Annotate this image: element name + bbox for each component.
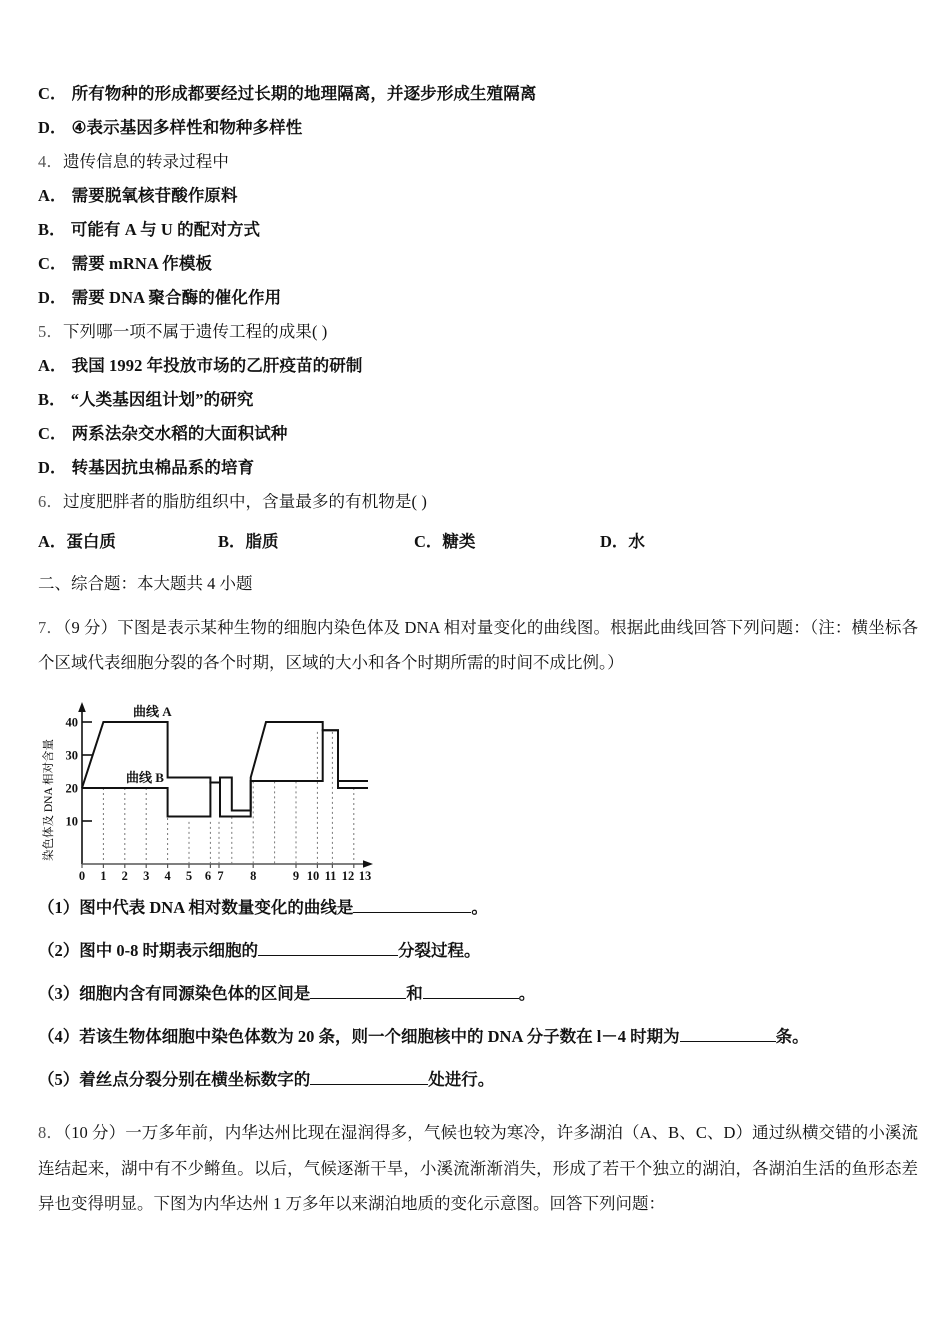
sub-question-number: （2） [38, 941, 80, 961]
svg-text:9: 9 [292, 869, 300, 883]
option-item [600, 528, 720, 552]
curve-a-label: 曲线 A [133, 704, 172, 720]
option-text: “人类基因组计划”的研究 [70, 390, 254, 409]
svg-text:3: 3 [143, 869, 150, 883]
sub-question-2 [38, 937, 918, 961]
y-axis-label: 染色体及 DNA 相对含量 [43, 739, 55, 862]
option-item [38, 460, 918, 477]
option-label: B． [38, 390, 66, 409]
y-axis-arrow [78, 702, 86, 712]
question-text: 遗传信息的转录过程中 [62, 152, 229, 171]
svg-text:11: 11 [324, 869, 337, 883]
question-5-stem [38, 324, 918, 341]
option-label: A． [38, 532, 67, 551]
question-text: 下图是表示某种生物的细胞内染色体及 DNA 相对量变化的曲线图。根据此曲线回答下列问题：（注：横坐标各个区域代表细胞分裂的各个时期，区域的大小和各个时期所需的时间不成比例。） [38, 617, 919, 672]
page-content [38, 86, 918, 1228]
answer-blank[interactable] [353, 896, 471, 914]
svg-text:20: 20 [65, 781, 78, 796]
option-text: 蛋白质 [66, 532, 116, 551]
sub-question-4 [38, 1023, 918, 1047]
option-label: C． [38, 84, 67, 103]
svg-text:12: 12 [341, 869, 355, 883]
sub-question-1 [38, 894, 918, 918]
sub-question-number: （3） [38, 984, 80, 1004]
option-label: D． [38, 118, 67, 137]
sub-question-suffix: 分裂过程。 [398, 941, 481, 961]
option-label: A． [38, 356, 67, 375]
svg-text:40: 40 [65, 715, 78, 730]
option-text: 所有物种的形成都要经过长期的地理隔离，并逐步形成生殖隔离 [71, 84, 537, 103]
chromosome-dna-curve-figure [38, 694, 378, 882]
option-text: 我国 1992 年投放市场的乙肝疫苗的研制 [71, 356, 363, 375]
sub-question-suffix: 。 [518, 984, 536, 1004]
option-label: C． [38, 424, 67, 443]
sub-question-text: 图中 0-8 时期表示细胞的 [79, 941, 258, 961]
option-text: 糖类 [442, 532, 476, 551]
answer-blank[interactable] [310, 1068, 428, 1086]
question-4-stem [38, 154, 918, 171]
question-number: 6． [38, 492, 63, 511]
section-heading: 二、综合题：本大题共 4 小题 [38, 573, 253, 593]
question-number: 7． [38, 617, 64, 637]
svg-text:7: 7 [217, 869, 224, 883]
option-item [38, 426, 918, 443]
option-label: C． [414, 532, 443, 551]
y-axis-tick-labels [66, 716, 79, 829]
option-item [38, 188, 918, 205]
sub-question-number: （1） [38, 898, 80, 918]
option-item [38, 256, 918, 273]
svg-text:2: 2 [121, 869, 128, 883]
option-text: 需要 mRNA 作模板 [71, 254, 213, 273]
option-label: D． [38, 458, 67, 477]
option-text: 转基因抗虫棉品系的培育 [71, 458, 255, 477]
option-text: 需要脱氧核苷酸作原料 [71, 186, 238, 205]
question-text: 过度肥胖者的脂肪组织中，含量最多的有机物是( ) [62, 492, 427, 511]
answer-blank[interactable] [423, 982, 519, 1000]
sub-question-suffix: 条。 [775, 1027, 809, 1047]
sub-question-5 [38, 1066, 918, 1090]
svg-text:30: 30 [65, 748, 78, 763]
answer-blank[interactable] [680, 1025, 776, 1043]
option-label: B． [38, 220, 66, 239]
question-number: 4． [38, 152, 63, 171]
question-score: （10 分） [62, 1123, 126, 1143]
svg-text:10: 10 [306, 869, 320, 883]
sub-question-mid: 和 [406, 984, 423, 1004]
option-label: D． [600, 532, 629, 551]
option-item [38, 528, 218, 552]
question-number: 8． [38, 1123, 63, 1143]
sub-question-suffix: 处进行。 [428, 1070, 495, 1090]
sub-question-number: （5） [38, 1070, 80, 1090]
svg-text:5: 5 [185, 869, 193, 883]
option-item [38, 222, 918, 239]
question-8-stem [38, 1115, 918, 1221]
question-6-stem [38, 494, 918, 511]
sub-question-suffix: 。 [471, 898, 488, 918]
option-text: ④表示基因多样性和物种多样性 [71, 118, 303, 137]
option-text: 可能有 A 与 U 的配对方式 [70, 220, 261, 239]
svg-text:4: 4 [164, 869, 171, 883]
option-item [218, 528, 414, 552]
sub-question-3 [38, 980, 918, 1004]
svg-text:6: 6 [204, 869, 212, 883]
option-item [414, 528, 600, 552]
question-text: 一万多年前，内华达州比现在湿润得多，气候也较为寒冷，许多湖泊（A、B、C、D）通过纵横交错的小溪流连结起来，湖中有不少鳉鱼。以后，气候逐渐干旱，小溪流渐渐消失，形成了若干个独立的湖泊，各湖泊生活的鱼形态差异也变得明显。下图为内华达州 1 万多年以来湖泊地质的变化示意图。回答下列问题： [38, 1123, 919, 1214]
option-item [38, 392, 918, 409]
sub-question-number: （4） [38, 1027, 80, 1047]
option-text: 需要 DNA 聚合酶的催化作用 [71, 288, 282, 307]
sub-question-text: 着丝点分裂分别在横坐标数字的 [79, 1070, 311, 1090]
option-text: 脂质 [245, 532, 279, 551]
svg-text:8: 8 [250, 869, 257, 883]
question-6-options [38, 528, 918, 552]
option-item [38, 86, 918, 103]
svg-text:10: 10 [65, 814, 78, 829]
sub-question-text: 细胞内含有同源染色体的区间是 [79, 984, 311, 1004]
option-text: 水 [628, 532, 645, 551]
option-item [38, 358, 918, 375]
question-text: 下列哪一项不属于遗传工程的成果( ) [62, 322, 328, 341]
question-number: 5． [38, 322, 63, 341]
question-score: （9 分） [63, 617, 118, 637]
svg-text:1: 1 [100, 869, 107, 883]
option-item [38, 290, 918, 307]
answer-blank[interactable] [258, 939, 398, 957]
option-item [38, 120, 918, 137]
vertical-gridlines [103, 732, 353, 864]
option-label: D． [38, 288, 67, 307]
svg-text:13: 13 [358, 869, 372, 883]
chart-svg [38, 694, 378, 882]
option-label: C． [38, 254, 67, 273]
option-label: B． [218, 532, 246, 551]
sub-question-text: 若该生物体细胞中染色体数为 20 条，则一个细胞核中的 DNA 分子数在 l－4 时期为 [79, 1027, 680, 1047]
curve-a-dna [82, 722, 368, 811]
option-text: 两系法杂交水稻的大面积试种 [71, 424, 288, 443]
svg-text:0: 0 [78, 869, 86, 883]
answer-blank[interactable] [310, 982, 406, 1000]
x-axis-tick-labels [79, 869, 371, 882]
question-7-stem [38, 610, 918, 681]
sub-question-text: 图中代表 DNA 相对数量变化的曲线是 [79, 898, 354, 918]
x-axis-arrow [363, 861, 373, 869]
curve-b-label: 曲线 B [126, 770, 164, 786]
option-label: A． [38, 186, 67, 205]
